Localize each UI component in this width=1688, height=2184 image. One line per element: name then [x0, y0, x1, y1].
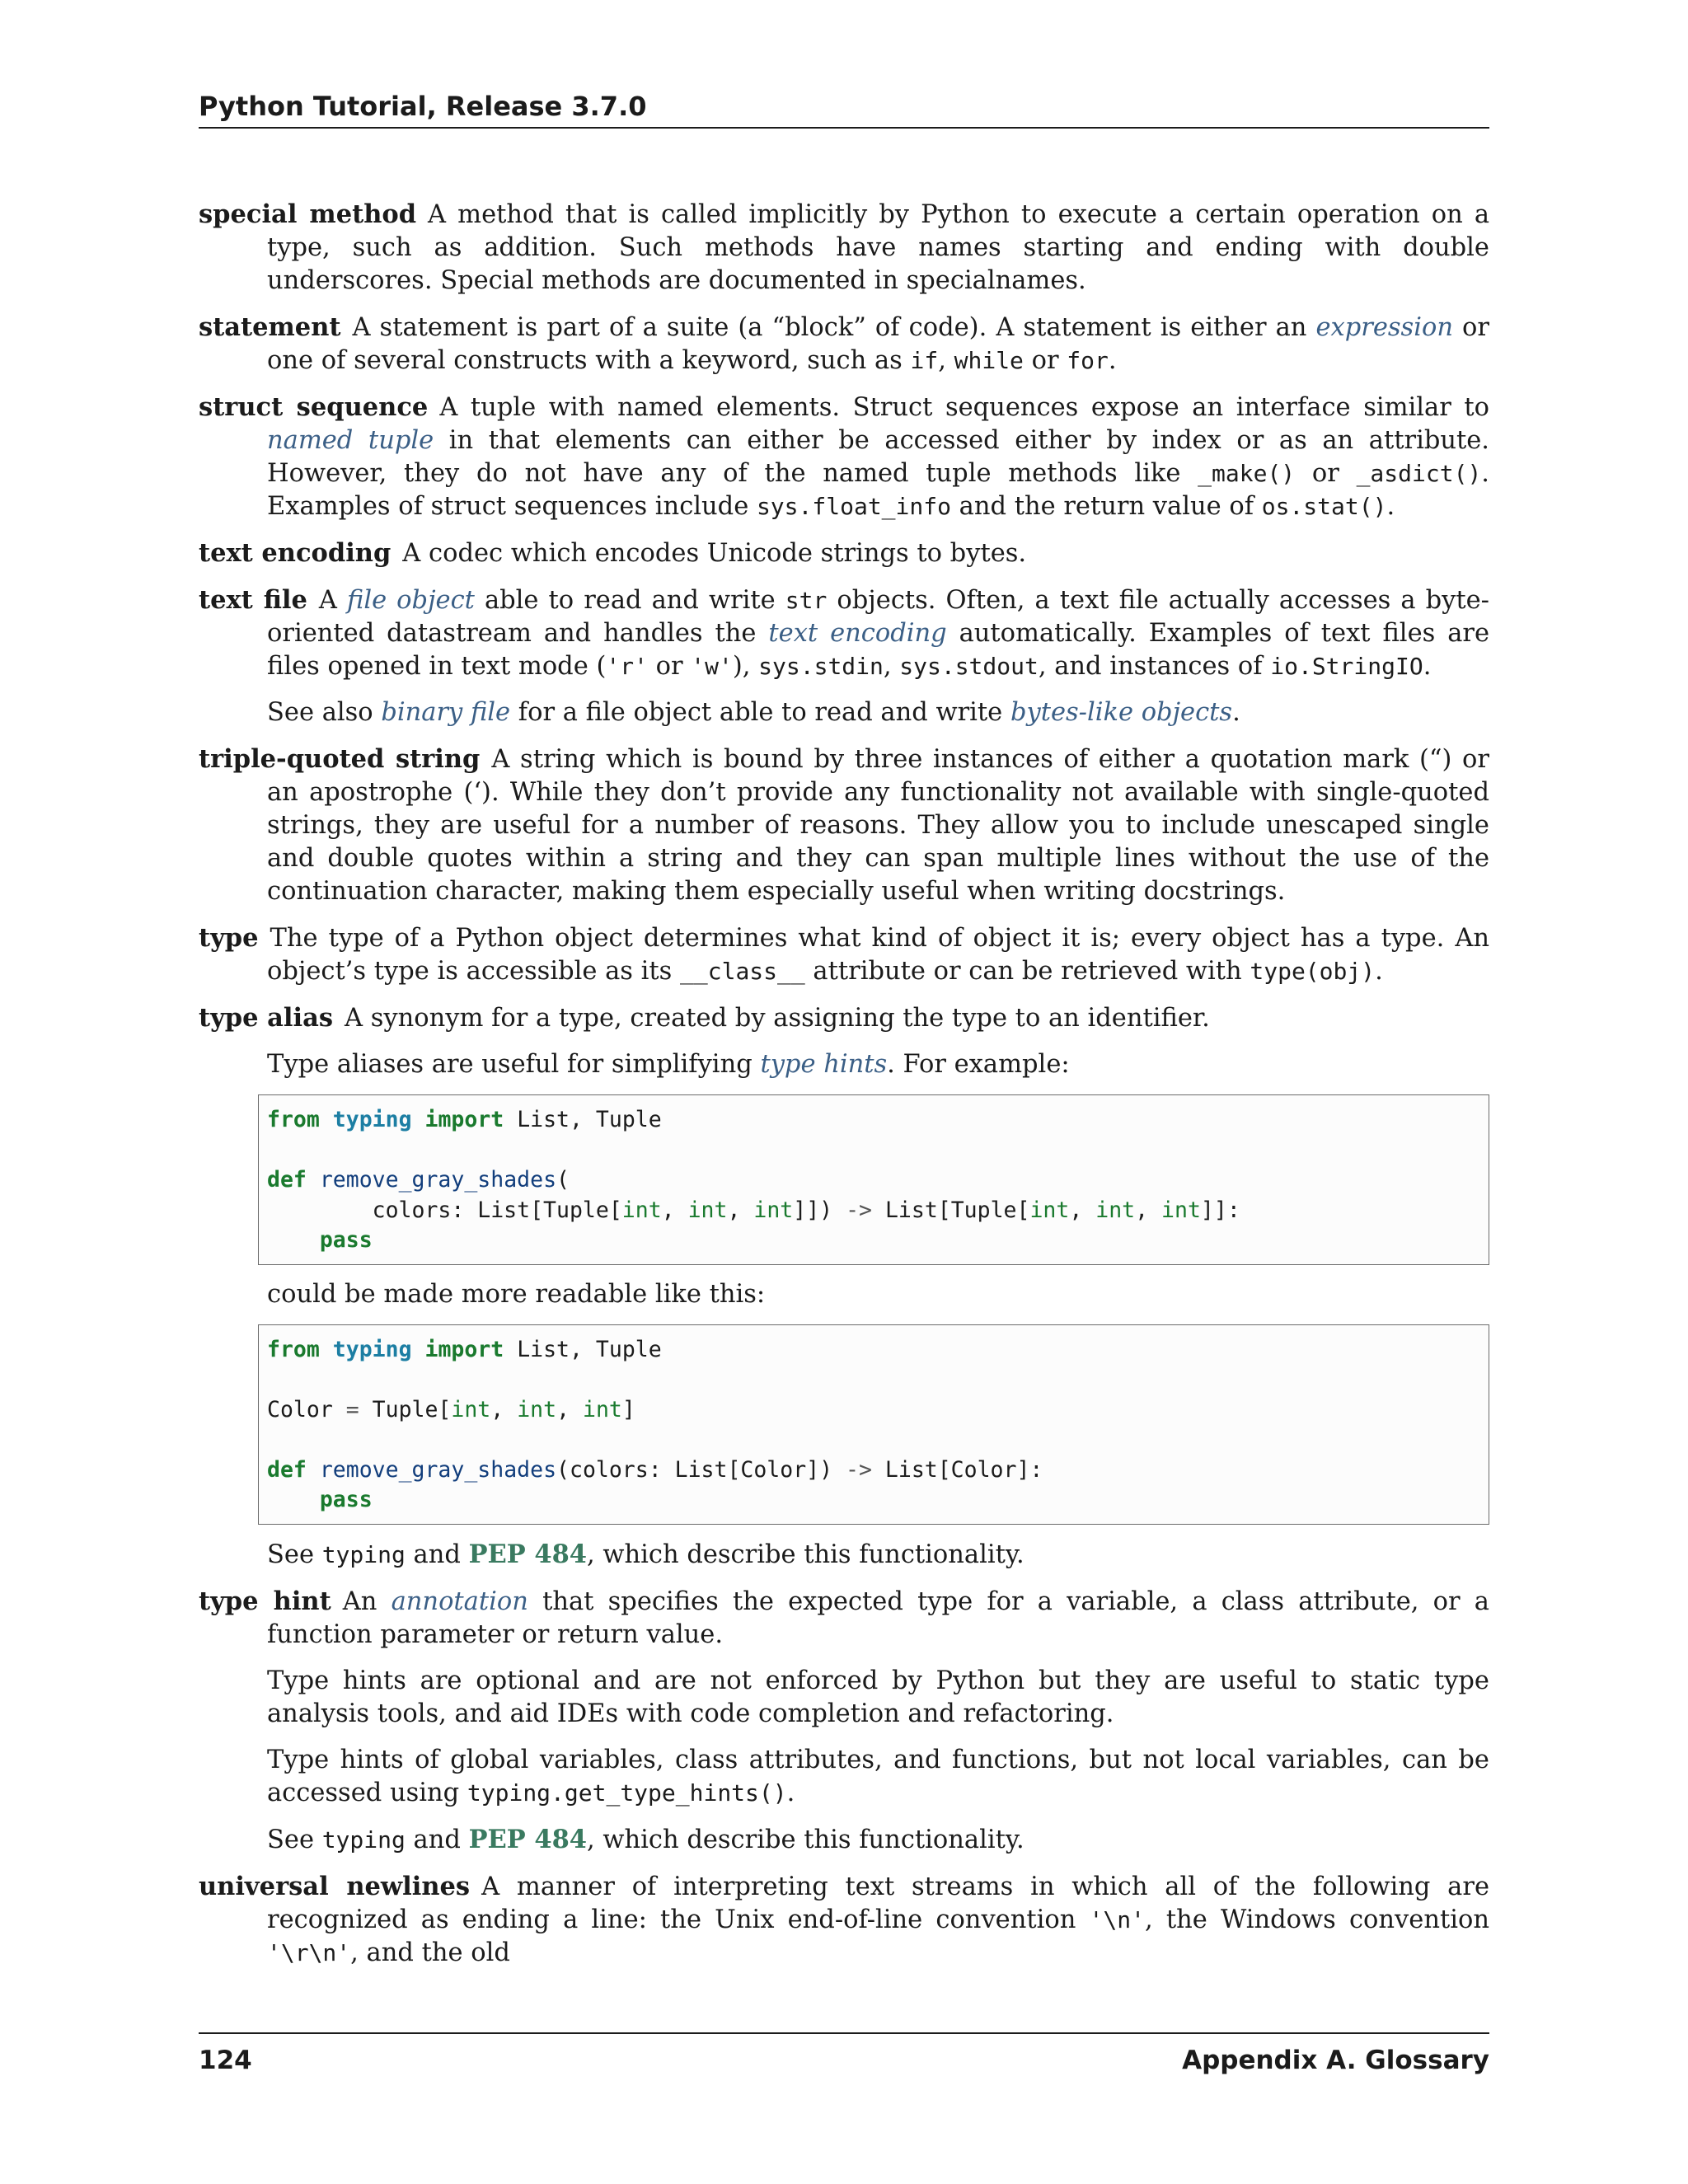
entry-text: in that elements can either be accessed either by index or as an attribute. However, they do not have any of the named tuple methods like: [267, 426, 1489, 488]
inline-code: io.StringIO: [1270, 653, 1423, 680]
entry-text: or: [647, 652, 692, 681]
text-encoding-link[interactable]: text encoding: [768, 619, 947, 648]
named-tuple-link[interactable]: named tuple: [267, 426, 434, 455]
module-name: typing: [332, 1107, 412, 1132]
code-block-example: [258, 1094, 1489, 1265]
function-name: remove_gray_shades: [319, 1456, 557, 1483]
entry-text: or: [1295, 459, 1357, 488]
code-text: ,: [661, 1197, 688, 1223]
inline-code: typing: [321, 1540, 406, 1568]
pep-484-link[interactable]: PEP 484: [468, 1824, 588, 1854]
entry-term: struct sequence: [199, 392, 429, 422]
code-line: [267, 1196, 1480, 1226]
operator: ->: [846, 1456, 872, 1483]
code-text: ,: [556, 1396, 583, 1422]
keyword: pass: [319, 1487, 373, 1512]
entry-text: ),: [732, 652, 759, 681]
code-text: ]: [621, 1396, 635, 1422]
entry-text: , which describe this functionality.: [587, 1825, 1025, 1854]
builtin: int: [451, 1396, 491, 1422]
entry-text: Type hints are optional and are not enforced by Python but they are useful to static type analysis tools, and aid IDEs with code completion and refactoring.: [267, 1666, 1489, 1728]
keyword: pass: [319, 1227, 373, 1253]
page-number: 124: [199, 2046, 252, 2075]
entry-text: .: [1375, 957, 1383, 986]
entry-text: ,: [883, 652, 900, 681]
inline-code: typing.get_type_hints(): [467, 1779, 787, 1807]
code-line: [267, 1395, 1480, 1426]
inline-code: _asdict(): [1356, 460, 1482, 487]
builtin: int: [687, 1197, 728, 1223]
entry-text: A manner of interpreting text streams in which all of the following are recognized as ending a line: the Unix end-of-line convention: [267, 1872, 1489, 1934]
inline-code: __class__: [680, 958, 805, 985]
entry-text: Type aliases are useful for simplifying: [267, 1050, 761, 1079]
glossary-entry-special-method: [199, 198, 1489, 298]
inline-code: typing: [321, 1825, 406, 1854]
glossary-entry-type: [199, 921, 1489, 988]
code-line: [267, 1485, 1480, 1516]
type-hint-paragraph: [267, 1665, 1489, 1731]
code-text: ,: [727, 1197, 754, 1223]
annotation-link[interactable]: annotation: [391, 1586, 528, 1616]
entry-text: automatically. Examples of text files are files opened in text mode (: [267, 619, 1490, 681]
entry-definition: A string which is bound by three instances of either a quotation mark (“) or an apostrophe (‘). While they don’t provide any functionality not available with single-quoted strings, they are useful for a number of reasons. They allow you to include unescaped single and double quotes within a string and they can span multiple lines without the use of the continuation character, making them especially useful when writing docstrings.: [267, 745, 1489, 906]
inline-code: '\n': [1089, 1905, 1145, 1933]
code-line-blank: [267, 1425, 1480, 1455]
entry-term: text encoding: [199, 538, 392, 568]
entry-term: type alias: [199, 1003, 334, 1033]
function-name: remove_gray_shades: [319, 1167, 557, 1193]
code-line: [267, 1226, 1480, 1256]
glossary-content: [199, 198, 1489, 1983]
inline-code: if: [910, 347, 939, 374]
code-text: ,: [490, 1396, 518, 1422]
entry-term: type: [199, 923, 259, 953]
inline-code: for: [1067, 347, 1109, 374]
expression-link[interactable]: expression: [1315, 313, 1453, 342]
code-block-readable: [258, 1324, 1489, 1525]
glossary-entry-type-hint: [199, 1585, 1489, 1857]
entry-text: See: [267, 1825, 322, 1854]
code-text: colors: List[Tuple[: [267, 1197, 622, 1223]
file-object-link[interactable]: file object: [346, 586, 475, 615]
entry-text: and the return value of: [950, 492, 1262, 521]
inline-code: '\r\n': [267, 1938, 351, 1966]
glossary-entry-text-encoding: [199, 537, 1489, 570]
builtin: int: [621, 1197, 662, 1223]
glossary-entry-triple-quoted-string: [199, 743, 1489, 908]
inline-code: 'r': [606, 653, 648, 680]
entry-text: or: [1023, 346, 1067, 375]
entry-term: type hint: [199, 1586, 331, 1616]
inline-code: _make(): [1198, 460, 1296, 487]
footer-section-title: Appendix A. Glossary: [1182, 2046, 1489, 2075]
entry-term: statement: [199, 312, 341, 342]
entry-text: .: [1108, 346, 1117, 375]
binary-file-link[interactable]: binary file: [381, 698, 511, 727]
operator: ->: [846, 1197, 872, 1223]
entry-text: Type hints of global variables, class attributes, and functions, but not local variables, can be accessed using: [267, 1745, 1489, 1807]
entry-text: and: [405, 1825, 469, 1854]
code-line-blank: [267, 1365, 1480, 1395]
code-text: (: [556, 1167, 570, 1193]
code-text: List, Tuple: [504, 1107, 662, 1132]
code-line: [267, 1165, 1480, 1196]
entry-text: The type of a Python object determines what kind of object it is; every object has a type. An object’s type is accessible as its: [267, 924, 1489, 986]
inline-code: sys.stdout: [899, 653, 1039, 680]
entry-text: A: [318, 586, 347, 615]
entry-text: able to read and write: [474, 586, 785, 615]
builtin: int: [1095, 1197, 1136, 1223]
builtin: int: [517, 1396, 557, 1422]
module-name: typing: [332, 1336, 412, 1362]
glossary-entry-struct-sequence: [199, 391, 1489, 523]
code-text: List, Tuple: [504, 1336, 662, 1362]
bytes-like-objects-link[interactable]: bytes-like objects: [1010, 698, 1233, 727]
entry-text: could be made more readable like this:: [267, 1279, 766, 1309]
code-text: ,: [1069, 1197, 1096, 1223]
keyword: from: [267, 1336, 320, 1362]
inline-code: sys.float_info: [756, 493, 951, 520]
running-footer: [199, 2032, 1489, 2075]
type-alias-paragraph: [267, 1048, 1489, 1081]
entry-text: ,: [938, 346, 954, 375]
code-indent: [267, 1227, 320, 1253]
code-line: [267, 1105, 1480, 1136]
entry-term: text file: [199, 585, 307, 615]
builtin: int: [753, 1197, 794, 1223]
entry-text: , and instances of: [1038, 652, 1271, 681]
entry-text: , and the old: [350, 1938, 510, 1967]
keyword: import: [424, 1107, 504, 1132]
keyword: def: [267, 1167, 307, 1193]
code-text: ]]:: [1200, 1197, 1240, 1223]
entry-text: attribute or can be retrieved with: [804, 957, 1250, 986]
code-indent: [267, 1487, 320, 1512]
inline-code: os.stat(): [1261, 493, 1387, 520]
code-text: List[Color]:: [871, 1456, 1043, 1483]
glossary-entry-statement: [199, 311, 1489, 377]
entry-text: A statement is part of a suite (a “block” of code). A statement is either an: [352, 313, 1316, 342]
between-paragraph: [267, 1278, 1489, 1311]
code-line: [267, 1455, 1480, 1486]
code-text: ,: [1135, 1197, 1162, 1223]
keyword: import: [424, 1336, 504, 1362]
code-text: (colors: List[Color]): [556, 1456, 846, 1483]
code-text: Tuple[: [359, 1396, 452, 1422]
builtin: int: [582, 1396, 622, 1422]
entry-text: A tuple with named elements. Struct sequences expose an interface similar to: [439, 393, 1489, 422]
code-text: ]]): [793, 1197, 846, 1223]
entry-text: .: [786, 1778, 795, 1807]
entry-text: An: [342, 1586, 392, 1616]
entry-text: .: [1232, 698, 1240, 727]
inline-code: type(obj): [1250, 958, 1376, 985]
entry-text: .: [1386, 492, 1395, 521]
entry-text: , the Windows convention: [1144, 1905, 1489, 1934]
entry-text: .: [1423, 652, 1432, 681]
glossary-entry-universal-newlines: [199, 1870, 1489, 1970]
entry-term: special method: [199, 199, 417, 229]
inline-code: 'w': [691, 653, 733, 680]
inline-code: str: [785, 587, 828, 614]
entry-text: or one of several constructs with a keyword, such as: [267, 313, 1489, 375]
entry-text: objects. Often, a text file actually accesses a byte-oriented datastream and handles the: [267, 586, 1489, 648]
code-text: Color: [267, 1396, 346, 1422]
type-hints-link[interactable]: type hints: [760, 1050, 888, 1079]
builtin: int: [1161, 1197, 1201, 1223]
operator: =: [345, 1396, 359, 1422]
entry-text: that specifies the expected type for a variable, a class attribute, or a function parameter or return value.: [267, 1586, 1489, 1649]
see-also-paragraph: [267, 696, 1489, 729]
entry-text: See: [267, 1540, 322, 1569]
glossary-entry-text-file: [199, 583, 1489, 729]
entry-definition: A method that is called implicitly by Python to execute a certain operation on a type, such as addition. Such methods have names starting and ending with double underscores. Special methods are documented in specialnames.: [267, 200, 1490, 295]
entry-definition: A codec which encodes Unicode strings to bytes.: [402, 539, 1027, 568]
entry-text: . Examples of struct sequences include: [267, 459, 1489, 521]
entry-text: for a file object able to read and write: [510, 698, 1010, 727]
code-line-blank: [267, 1136, 1480, 1166]
entry-definition: A synonym for a type, created by assigning the type to an identifier.: [345, 1004, 1210, 1033]
entry-term: triple-quoted string: [199, 744, 481, 774]
entry-text: , which describe this functionality.: [587, 1540, 1025, 1569]
inline-code: sys.stdin: [758, 653, 884, 680]
running-header: [199, 91, 1489, 129]
see-also-paragraph: [267, 1823, 1489, 1857]
glossary-entry-type-alias: [199, 1001, 1489, 1572]
inline-code: while: [954, 347, 1024, 374]
pep-484-link[interactable]: PEP 484: [468, 1539, 588, 1569]
entry-text: See also: [267, 698, 382, 727]
type-hint-paragraph: [267, 1744, 1489, 1810]
keyword: from: [267, 1107, 320, 1132]
builtin: int: [1029, 1197, 1070, 1223]
entry-text: and: [405, 1540, 469, 1569]
entry-text: . For example:: [887, 1050, 1070, 1079]
code-text: List[Tuple[: [872, 1197, 1030, 1223]
code-line: [267, 1335, 1480, 1366]
keyword: def: [267, 1456, 307, 1483]
header-title: Python Tutorial, Release 3.7.0: [199, 91, 647, 122]
see-also-paragraph: [267, 1538, 1489, 1572]
entry-term: universal newlines: [199, 1871, 471, 1901]
